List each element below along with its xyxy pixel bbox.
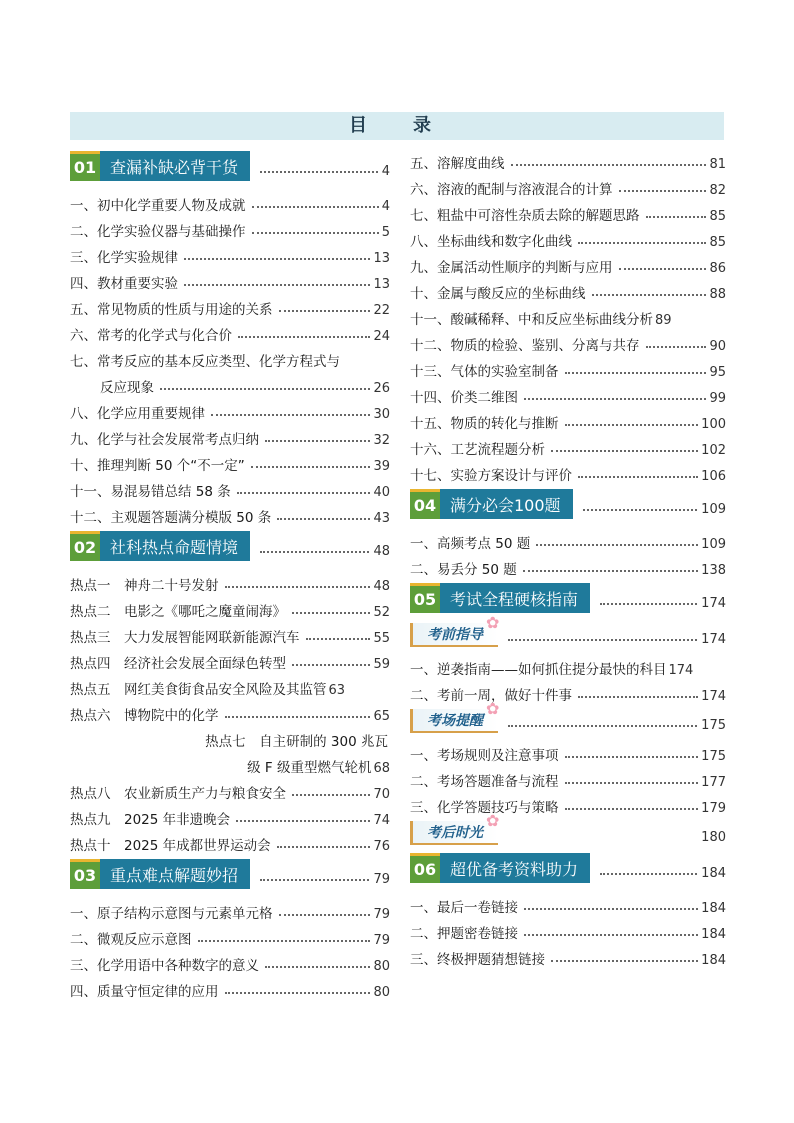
toc-entry[interactable] [70,568,390,594]
dot-leader [551,960,698,962]
toc-entry[interactable] [410,276,726,302]
page-number: 82 [709,183,726,198]
page-number: 76 [373,839,390,854]
page-number: 74 [373,813,390,828]
page-number: 48 [373,543,390,559]
dot-leader [279,310,371,312]
page-number: 63 [328,683,346,698]
section-label: 查漏补缺必背干货 [100,151,250,181]
toc-entry[interactable] [410,526,726,552]
dot-leader [619,190,707,192]
page-number: 88 [709,287,726,302]
page-number: 89 [655,313,672,328]
toc-entry[interactable] [70,724,390,750]
page-number: 24 [373,329,390,344]
dot-leader [524,908,698,910]
dot-leader [619,268,707,270]
section-label: 社科热点命题情境 [100,531,250,561]
page-number: 13 [373,251,390,266]
toc-entry[interactable] [410,198,726,224]
entry-title: 热点九 2025 年非遗晚会 [70,812,231,828]
page-number: 102 [701,443,726,458]
toc-entry[interactable] [410,552,726,578]
page-number: 90 [709,339,726,354]
toc-entry[interactable] [410,790,726,816]
dot-leader [646,216,707,218]
entry-title: 四、教材重要实验 [70,276,178,292]
entry-title: 热点六 博物院中的化学 [70,708,219,724]
section-number: 02 [70,531,100,561]
section-number: 03 [70,859,100,889]
dot-leader [238,336,370,338]
page-number: 100 [701,417,726,432]
dot-leader [551,450,698,452]
entry-title: 十三、气体的实验室制备 [410,364,559,380]
page-number: 43 [373,511,390,526]
entry-title: 热点八 农业新质生产力与粮食安全 [70,786,286,802]
entry-title: 热点二 电影之《哪吒之魔童闹海》 [70,604,286,620]
dot-leader [578,476,698,478]
dot-leader [184,284,370,286]
toc-title: 目 录 [70,112,724,140]
flower-icon: ✿ [486,811,500,830]
entry-title: 三、终极押题猜想链接 [410,952,545,968]
entry-title: 十六、工艺流程题分析 [410,442,545,458]
entry-title: 五、溶解度曲线 [410,156,505,172]
subsection-badge[interactable] [410,699,726,736]
page-number: 70 [373,787,390,802]
page-number: 79 [373,933,390,948]
entry-title: 反应现象 [100,380,154,396]
dot-leader [260,551,369,553]
page-number: 184 [701,901,726,916]
dot-leader [511,164,707,166]
toc-entry[interactable] [70,396,390,422]
dot-leader [211,414,370,416]
dot-leader [237,492,371,494]
entry-title: 二、易丢分 50 题 [410,562,517,578]
section-number: 06 [410,853,440,883]
dot-leader [565,756,699,758]
dot-leader [578,696,698,698]
dot-leader [578,242,706,244]
entry-title: 九、化学与社会发展常考点归纳 [70,432,259,448]
dot-leader [251,466,371,468]
page-number: 184 [701,927,726,942]
toc-entry[interactable] [70,266,390,292]
section-header[interactable] [70,856,390,892]
entry-title: 一、逆袭指南——如何抓住提分最快的科目 [410,662,667,678]
dot-leader [252,206,379,208]
dot-leader [565,424,699,426]
dot-leader [225,716,371,718]
entry-title: 十四、价类二维图 [410,390,518,406]
dot-leader [536,544,698,546]
entry-title: 一、高频考点 50 题 [410,536,531,552]
page-number: 138 [701,563,726,578]
section-label: 重点难点解题妙招 [100,859,250,889]
dot-leader [600,873,697,875]
page-number: 55 [373,631,390,646]
entry-title: 八、化学应用重要规律 [70,406,205,422]
toc-entry[interactable] [70,750,390,776]
toc-entry[interactable] [70,698,390,724]
entry-title: 二、押题密卷链接 [410,926,518,942]
entry-title: 六、常考的化学式与化合价 [70,328,232,344]
entry-title: 三、化学实验规律 [70,250,178,266]
dot-leader [292,612,370,614]
toc-entry[interactable] [70,214,390,240]
dot-leader [260,879,369,881]
page-number: 174 [701,689,726,704]
dot-leader [292,794,370,796]
entry-title: 十七、实验方案设计与评价 [410,468,572,484]
page-number: 68 [373,761,390,776]
toc-entry[interactable] [70,672,390,698]
dot-leader [583,509,698,511]
entry-title: 热点一 神舟二十号发射 [70,578,219,594]
section-number: 01 [70,151,100,181]
flower-icon: ✿ [486,613,500,632]
toc-entry[interactable] [70,500,390,526]
entry-title: 热点三 大力发展智能网联新能源汽车 [70,630,300,646]
page-number: 22 [373,303,390,318]
page-number: 40 [373,485,390,500]
toc-entry[interactable] [410,406,726,432]
page-number: 26 [373,381,390,396]
page-number: 177 [701,775,726,790]
entry-title: 二、化学实验仪器与基础操作 [70,224,246,240]
badge-text: 考后时光 [427,825,483,841]
page-number: 106 [701,469,726,484]
toc-entry[interactable] [70,646,390,672]
toc-entry[interactable] [410,146,726,172]
page-number: 174 [701,595,726,611]
section-header[interactable] [70,528,390,564]
page-number: 109 [701,501,726,517]
page-number: 99 [709,391,726,406]
entry-title: 十、金属与酸反应的坐标曲线 [410,286,586,302]
toc-entry[interactable] [70,974,390,1000]
page-number: 179 [701,801,726,816]
badge-text: 考前指导 [427,627,483,643]
toc-entry[interactable] [70,922,390,948]
entry-title: 热点十 2025 年成都世界运动会 [70,838,271,854]
entry-title: 级 F 级重型燃气轮机 [247,760,372,776]
page-number: 65 [373,709,390,724]
toc-left-column [70,146,390,1000]
dot-leader [565,808,699,810]
subsection-badge[interactable] [410,811,726,848]
toc-entry[interactable] [410,916,726,942]
dot-leader [184,258,370,260]
dot-leader [265,966,370,968]
toc-entry[interactable] [410,738,726,764]
page-number: 5 [381,225,390,240]
page-number: 79 [373,907,390,922]
page-number: 175 [701,717,726,733]
toc-entry[interactable] [70,828,390,854]
page-number: 39 [373,459,390,474]
page-number: 79 [373,871,390,887]
toc-entry[interactable] [410,942,726,968]
section-header[interactable] [410,580,726,616]
page-number: 52 [373,605,390,620]
page-number: 174 [668,663,694,678]
dot-leader [292,664,370,666]
page-number: 80 [373,985,390,1000]
entry-title: 二、考前一周，做好十件事 [410,688,572,704]
page-number: 80 [373,959,390,974]
dot-leader [600,603,697,605]
page-number: 95 [709,365,726,380]
entry-title: 热点七 自主研制的 300 兆瓦 [205,734,388,750]
toc-entry[interactable] [410,354,726,380]
toc-entry[interactable] [70,802,390,828]
entry-title: 一、初中化学重要人物及成就 [70,198,246,214]
entry-title: 热点五 网红美食街食品安全风险及其监管 [70,682,327,698]
toc-entry[interactable] [70,896,390,922]
toc-entry[interactable] [410,250,726,276]
toc-entry[interactable] [410,458,726,484]
toc-entry[interactable] [410,172,726,198]
page-number: 30 [373,407,390,422]
page-number: 13 [373,277,390,292]
toc-entry[interactable] [70,776,390,802]
dot-leader [646,346,707,348]
toc-entry[interactable] [410,380,726,406]
dot-leader [523,570,698,572]
dot-leader [236,820,370,822]
dot-leader [265,440,370,442]
entry-title: 二、考场答题准备与流程 [410,774,559,790]
dot-leader [565,782,699,784]
entry-title: 九、金属活动性顺序的判断与应用 [410,260,613,276]
dot-leader [592,294,707,296]
toc-entry[interactable] [410,890,726,916]
toc-entry[interactable] [70,474,390,500]
section-number: 05 [410,583,440,613]
page-number: 32 [373,433,390,448]
toc-entry[interactable] [410,328,726,354]
entry-title: 十二、物质的检验、鉴别、分离与共存 [410,338,640,354]
toc-entry[interactable] [70,318,390,344]
toc-entry[interactable] [70,292,390,318]
entry-title: 十一、酸碱稀释、中和反应坐标曲线分析 [410,312,653,328]
dot-leader [524,934,698,936]
toc-entry[interactable] [70,948,390,974]
entry-title: 七、常考反应的基本反应类型、化学方程式与 [70,354,340,370]
page-number: 174 [701,631,726,647]
toc-right-column [410,146,726,968]
section-header[interactable] [410,850,726,886]
toc-entry[interactable] [70,344,390,370]
toc-entry[interactable] [410,432,726,458]
page-number: 180 [701,829,726,845]
entry-title: 四、质量守恒定律的应用 [70,984,219,1000]
section-label: 超优备考资料助力 [440,853,590,883]
dot-leader [225,992,371,994]
toc-entry[interactable] [410,652,726,678]
section-header[interactable] [410,486,726,522]
page-number: 85 [709,235,726,250]
page-number: 4 [381,199,390,214]
page-number: 184 [701,953,726,968]
badge-label [410,699,500,733]
toc-entry[interactable] [410,678,726,704]
entry-title: 一、原子结构示意图与元素单元格 [70,906,273,922]
entry-title: 七、粗盐中可溶性杂质去除的解题思路 [410,208,640,224]
dot-leader [508,639,697,641]
dot-leader [277,846,371,848]
toc-entry[interactable] [70,620,390,646]
entry-title: 十、推理判断 50 个“不一定” [70,458,245,474]
entry-title: 三、化学答题技巧与策略 [410,800,559,816]
dot-leader [279,914,371,916]
entry-title: 十一、易混易错总结 58 条 [70,484,231,500]
toc-entry[interactable] [70,594,390,620]
entry-title: 三、化学用语中各种数字的意义 [70,958,259,974]
subsection-badge[interactable] [410,613,726,650]
entry-title: 二、微观反应示意图 [70,932,192,948]
entry-title: 一、最后一卷链接 [410,900,518,916]
page-number: 59 [373,657,390,672]
dot-leader [277,518,370,520]
entry-title: 五、常见物质的性质与用途的关系 [70,302,273,318]
page-number: 175 [701,749,726,764]
section-header[interactable] [70,148,390,184]
page-number: 86 [709,261,726,276]
toc-entry[interactable] [410,224,726,250]
dot-leader [306,638,371,640]
dot-leader [508,725,697,727]
dot-leader [565,372,707,374]
toc-entry[interactable] [70,240,390,266]
toc-entry[interactable] [70,370,390,396]
dot-leader [198,940,371,942]
entry-title: 八、坐标曲线和数字化曲线 [410,234,572,250]
toc-entry[interactable] [70,188,390,214]
page-number: 85 [709,209,726,224]
entry-title: 十二、主观题答题满分模版 50 条 [70,510,272,526]
toc-entry[interactable] [70,448,390,474]
entry-title: 热点四 经济社会发展全面绿色转型 [70,656,286,672]
badge-text: 考场提醒 [427,713,483,729]
entry-title: 一、考场规则及注意事项 [410,748,559,764]
page-number: 4 [381,163,390,179]
entry-title: 六、溶液的配制与溶液混合的计算 [410,182,613,198]
dot-leader [260,171,378,173]
section-label: 满分必会100题 [440,489,573,519]
badge-label [410,811,500,845]
section-label: 考试全程硬核指南 [440,583,590,613]
dot-leader [160,388,370,390]
toc-entry[interactable] [70,422,390,448]
dot-leader [252,232,379,234]
page-number: 184 [701,865,726,881]
section-number: 04 [410,489,440,519]
entry-title: 十五、物质的转化与推断 [410,416,559,432]
badge-label [410,613,500,647]
toc-entry[interactable] [410,302,726,328]
dot-leader [524,398,706,400]
toc-entry[interactable] [410,764,726,790]
flower-icon: ✿ [486,699,500,718]
page-number: 48 [373,579,390,594]
dot-leader [225,586,371,588]
page-number: 109 [701,537,726,552]
page-number: 81 [709,157,726,172]
